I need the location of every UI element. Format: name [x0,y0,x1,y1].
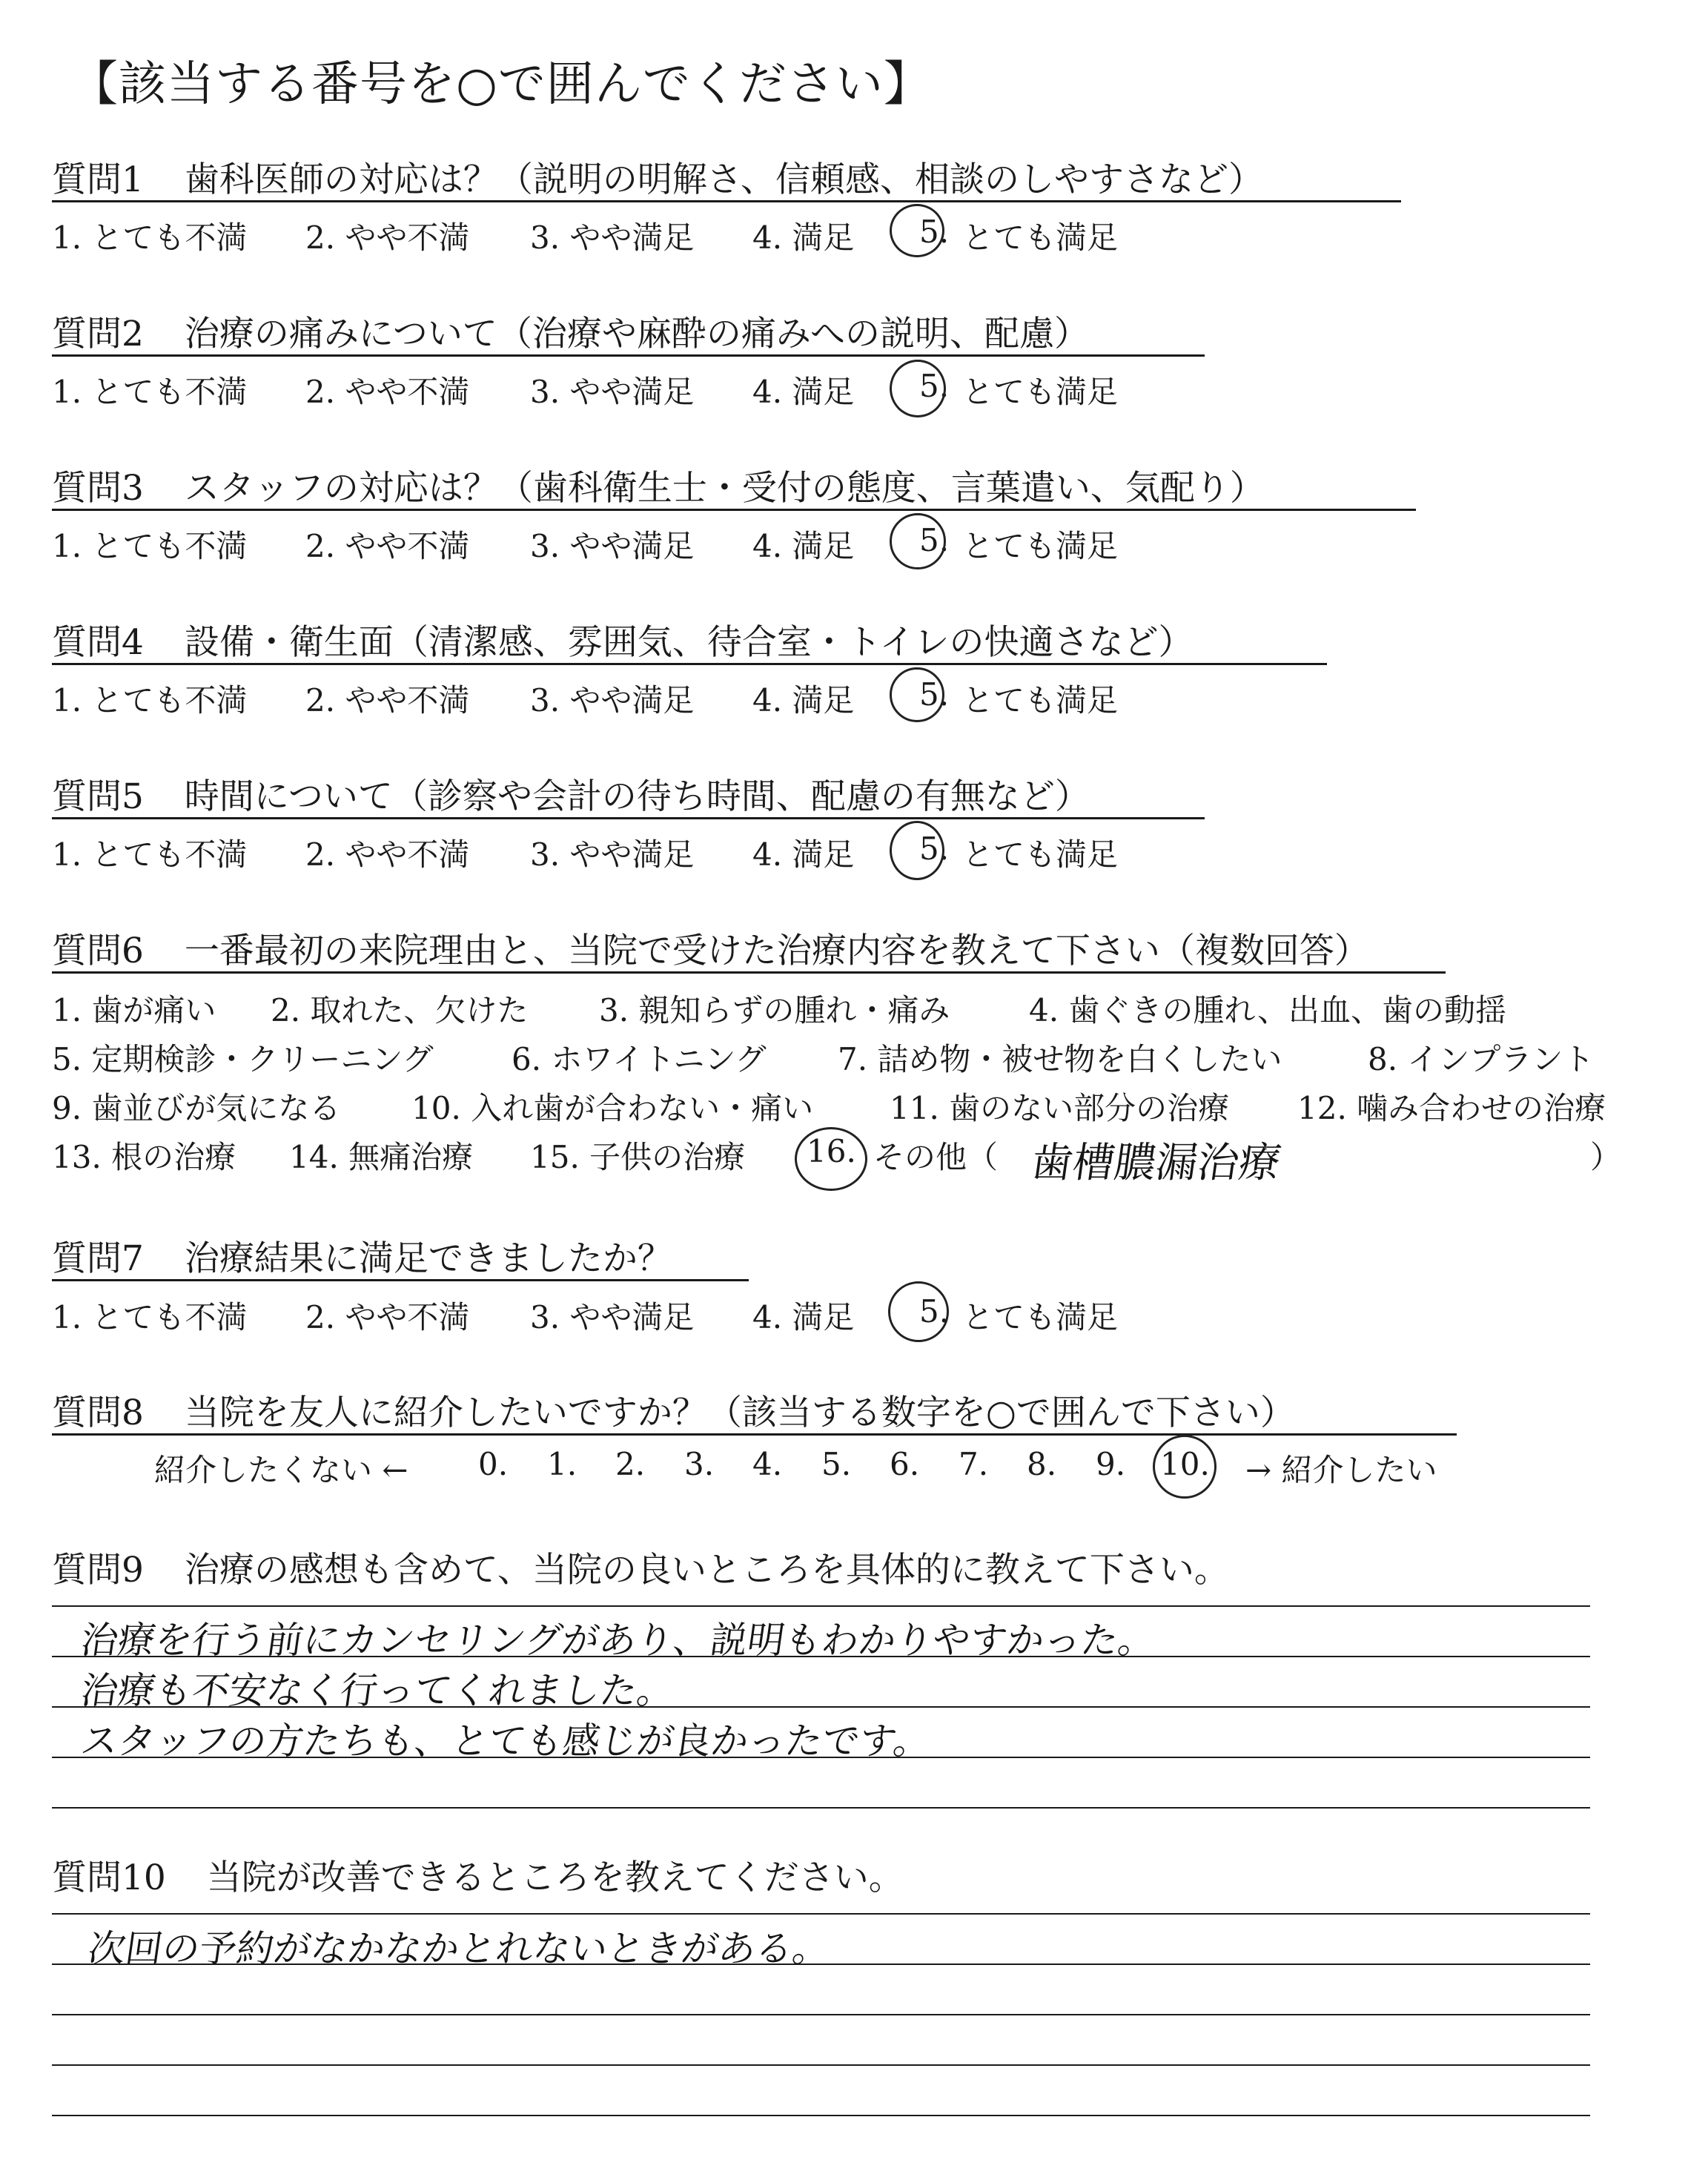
question-6-underline [52,971,1446,974]
question-10-label: 質問10 [52,1857,166,1898]
question-8-label: 質問8 [52,1393,144,1433]
option-1[interactable]: 1. とても不満 [52,374,248,410]
question-7-text: 治療結果に満足できましたか？ [184,1238,672,1279]
question-7-underline [52,1279,749,1281]
q6-option-5[interactable]: 5. 定期検診・クリーニング [52,1041,434,1077]
question-2-underline [52,354,1205,357]
option-1[interactable]: 1. とても不満 [52,836,248,873]
option-3[interactable]: 3. やや満足 [530,528,695,564]
answer-circle-mark [890,204,944,257]
scale-left-label: 紹介したくない ← [154,1452,408,1488]
option-5[interactable]: 5. [919,522,950,558]
q6-option-3[interactable]: 3. 親知らずの腫れ・痛み [599,992,950,1028]
option-2[interactable]: 2. やや不満 [305,836,470,873]
option-5[interactable]: 5. [919,830,950,867]
question-5 [52,769,1090,819]
option-3[interactable]: 3. やや満足 [530,836,695,873]
question-10-text: 当院が改善できるところを教えてください。 [206,1857,904,1898]
option-1[interactable]: 1. とても不満 [52,682,248,719]
question-4-label: 質問4 [52,622,144,663]
option-5-label: とても満足 [962,374,1119,410]
q6-option-8[interactable]: 8. インプラント [1368,1041,1595,1077]
question-8 [52,1385,1295,1435]
number-6[interactable]: 6. [890,1446,920,1482]
answer-line [52,2115,1590,2116]
option-2[interactable]: 2. やや不満 [305,374,470,410]
q6-option-10[interactable]: 10. 入れ歯が合わない・痛い [411,1090,814,1126]
number-8[interactable]: 8. [1027,1446,1057,1482]
answer-circle-mark [888,1281,949,1342]
option-4[interactable]: 4. 満足 [752,682,855,719]
q6-option-16[interactable]: 16. [807,1133,856,1169]
answer-line [52,2064,1590,2066]
answer-circle-mark [890,360,946,417]
question-6-text: 一番最初の来院理由と、当院で受けた治療内容を教えて下さい（複数回答） [184,931,1369,971]
question-7 [52,1231,672,1281]
option-2[interactable]: 2. やや不満 [305,219,470,256]
option-3[interactable]: 3. やや満足 [530,1299,695,1335]
question-1-underline [52,200,1401,202]
number-5[interactable]: 5. [821,1446,852,1482]
question-3 [52,460,1265,510]
option-5[interactable]: 5. [919,368,950,404]
question-6 [52,923,1369,973]
question-2-text: 治療の痛みについて（治療や麻酔の痛みへの説明、配慮） [184,314,1089,354]
page-title: 【該当する番号を○で囲んでください】 [70,57,932,112]
option-4[interactable]: 4. 満足 [752,374,855,410]
option-1[interactable]: 1. とても不満 [52,528,248,564]
option-3[interactable]: 3. やや満足 [530,374,695,410]
question-5-text: 時間について（診察や会計の待ち時間、配慮の有無など） [184,776,1090,817]
option-5[interactable]: 5. [919,1293,950,1330]
answer-line [52,1913,1590,1915]
question-3-label: 質問3 [52,468,144,509]
option-5-label: とても満足 [962,1299,1119,1335]
question-4-underline [52,663,1327,665]
option-4[interactable]: 4. 満足 [752,219,855,256]
question-1-label: 質問1 [52,159,144,200]
option-2[interactable]: 2. やや不満 [305,1299,470,1335]
answer-line [52,1807,1590,1809]
question-2 [52,306,1089,356]
question-1-text: 歯科医師の対応は？（説明の明解さ、信頼感、相談のしやすさなど） [184,159,1263,200]
q6-option-15[interactable]: 15. 子供の治療 [530,1139,746,1175]
question-5-label: 質問5 [52,776,144,817]
answer-line [52,2014,1590,2015]
number-9[interactable]: 9. [1096,1446,1126,1482]
question-7-label: 質問7 [52,1238,144,1279]
number-10[interactable]: 10. [1160,1446,1210,1482]
option-4[interactable]: 4. 満足 [752,1299,855,1335]
q6-option-other: その他（ [873,1139,999,1175]
number-4[interactable]: 4. [752,1446,783,1482]
handwritten-answer-line: 治療も不安なく行ってくれました。 [78,1669,678,1712]
handwritten-answer-line: 次回の予約がなかなかとれないときがある。 [85,1927,833,1970]
answer-circle-mark [890,513,946,569]
question-2-label: 質問2 [52,314,144,354]
question-4 [52,615,1194,664]
q6-option-6[interactable]: 6. ホワイトニング [512,1041,767,1077]
question-10 [52,1850,904,1900]
option-5[interactable]: 5. [919,676,950,713]
question-8-underline [52,1433,1457,1436]
answer-circle-mark [795,1127,867,1191]
question-3-text: スタッフの対応は？（歯科衛生士・受付の態度、言葉遣い、気配り） [184,468,1265,509]
q6-option-13[interactable]: 13. 根の治療 [52,1139,236,1175]
question-8-text: 当院を友人に紹介したいですか？（該当する数字を○で囲んで下さい） [184,1393,1295,1433]
question-3-underline [52,509,1416,511]
question-5-underline [52,817,1205,819]
option-4[interactable]: 4. 満足 [752,528,855,564]
scale-right-label: → 紹介したい [1245,1452,1437,1488]
q6-option-9[interactable]: 9. 歯並びが気になる [52,1090,341,1126]
option-2[interactable]: 2. やや不満 [305,528,470,564]
option-5-label: とても満足 [962,836,1119,873]
answer-line [52,1605,1590,1607]
question-4-text: 設備・衛生面（清潔感、雰囲気、待合室・トイレの快適さなど） [184,622,1194,663]
q6-option-11[interactable]: 11. 歯のない部分の治療 [890,1090,1230,1126]
q6-option-14[interactable]: 14. 無痛治療 [289,1139,474,1175]
question-1 [52,152,1263,202]
option-3[interactable]: 3. やや満足 [530,219,695,256]
option-4[interactable]: 4. 満足 [752,836,855,873]
option-1[interactable]: 1. とても不満 [52,1299,248,1335]
q6-option-1[interactable]: 1. 歯が痛い [52,992,216,1028]
option-2[interactable]: 2. やや不満 [305,682,470,719]
option-3[interactable]: 3. やや満足 [530,682,695,719]
q6-option-7[interactable]: 7. 詰め物・被せ物を白くしたい [838,1041,1282,1077]
other-reason-handwriting: 歯槽膿漏治療 [1027,1139,1284,1187]
q6-option-4[interactable]: 4. 歯ぐきの腫れ、出血、歯の動揺 [1029,992,1506,1028]
answer-circle-mark [890,667,944,722]
option-5-label: とても満足 [962,528,1119,564]
handwritten-answer-line: スタッフの方たちも、とても感じが良かったです。 [78,1720,934,1763]
number-7[interactable]: 7. [959,1446,989,1482]
option-1[interactable]: 1. とても不満 [52,219,248,256]
number-0[interactable]: 0. [478,1446,509,1482]
q6-option-2[interactable]: 2. 取れた、欠けた [271,992,529,1028]
answer-circle-mark [1153,1435,1217,1499]
handwritten-answer-line: 治療を行う前にカンセリングがあり、説明もわかりやすかった。 [78,1619,1159,1662]
answer-circle-mark [890,821,944,880]
question-6-label: 質問6 [52,931,144,971]
option-5-label: とても満足 [962,682,1119,719]
question-9 [52,1542,1229,1592]
question-9-text: 治療の感想も含めて、当院の良いところを具体的に教えて下さい。 [184,1550,1229,1591]
q6-option-other-close: ） [1590,1139,1622,1175]
question-9-label: 質問9 [52,1550,144,1591]
number-3[interactable]: 3. [684,1446,715,1482]
number-2[interactable]: 2. [615,1446,646,1482]
q6-option-12[interactable]: 12. 噛み合わせの治療 [1297,1090,1606,1126]
option-5[interactable]: 5. [919,214,950,250]
number-1[interactable]: 1. [547,1446,577,1482]
option-5-label: とても満足 [962,219,1119,256]
